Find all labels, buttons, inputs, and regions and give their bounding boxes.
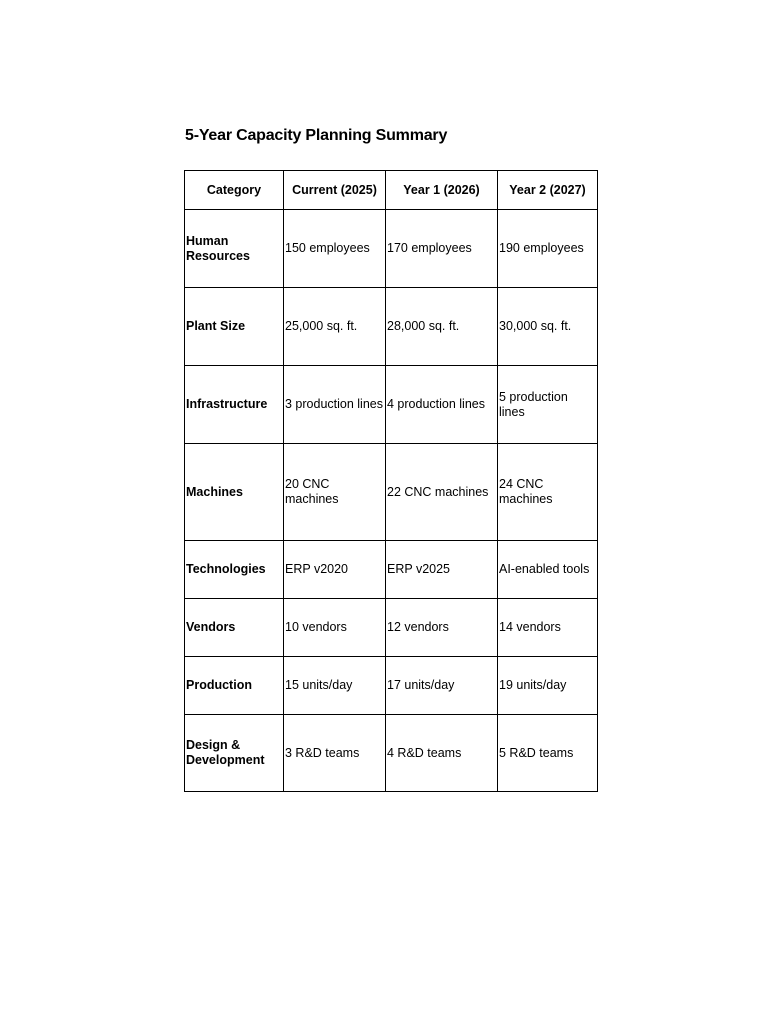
row-category: Infrastructure xyxy=(185,366,284,444)
row-category: Design & Development xyxy=(185,715,284,792)
row-category: Production xyxy=(185,657,284,715)
cell-current: 20 CNC machines xyxy=(284,444,386,541)
table-row xyxy=(185,657,598,715)
column-header-year-1: Year 1 (2026) xyxy=(386,171,498,210)
cell-current: 25,000 sq. ft. xyxy=(284,288,386,366)
cell-year-1: 170 employees xyxy=(386,210,498,288)
cell-year-2: 5 production lines xyxy=(498,366,598,444)
column-header-year-2: Year 2 (2027) xyxy=(498,171,598,210)
cell-year-1: 22 CNC machines xyxy=(386,444,498,541)
cell-current: 3 production lines xyxy=(284,366,386,444)
table-row xyxy=(185,541,598,599)
table-row xyxy=(185,366,598,444)
cell-year-1: 4 R&D teams xyxy=(386,715,498,792)
cell-year-2: 190 employees xyxy=(498,210,598,288)
cell-year-1: 28,000 sq. ft. xyxy=(386,288,498,366)
cell-year-1: 17 units/day xyxy=(386,657,498,715)
cell-current: 10 vendors xyxy=(284,599,386,657)
row-category: Vendors xyxy=(185,599,284,657)
table-row xyxy=(185,210,598,288)
cell-current: 15 units/day xyxy=(284,657,386,715)
row-category: Human Resources xyxy=(185,210,284,288)
table-row xyxy=(185,715,598,792)
cell-year-2: 24 CNC machines xyxy=(498,444,598,541)
table-header-row xyxy=(185,171,598,210)
column-header-category: Category xyxy=(185,171,284,210)
row-category: Technologies xyxy=(185,541,284,599)
cell-year-1: ERP v2025 xyxy=(386,541,498,599)
cell-year-2: 14 vendors xyxy=(498,599,598,657)
cell-year-2: 30,000 sq. ft. xyxy=(498,288,598,366)
cell-year-2: 19 units/day xyxy=(498,657,598,715)
cell-year-2: AI-enabled tools xyxy=(498,541,598,599)
cell-year-2: 5 R&D teams xyxy=(498,715,598,792)
row-category: Plant Size xyxy=(185,288,284,366)
cell-current: ERP v2020 xyxy=(284,541,386,599)
cell-year-1: 12 vendors xyxy=(386,599,498,657)
table-row xyxy=(185,599,598,657)
table-row xyxy=(185,288,598,366)
table-row xyxy=(185,444,598,541)
cell-current: 3 R&D teams xyxy=(284,715,386,792)
document-title: 5-Year Capacity Planning Summary xyxy=(185,127,448,144)
capacity-planning-table xyxy=(184,170,598,792)
column-header-current: Current (2025) xyxy=(284,171,386,210)
cell-year-1: 4 production lines xyxy=(386,366,498,444)
row-category: Machines xyxy=(185,444,284,541)
cell-current: 150 employees xyxy=(284,210,386,288)
